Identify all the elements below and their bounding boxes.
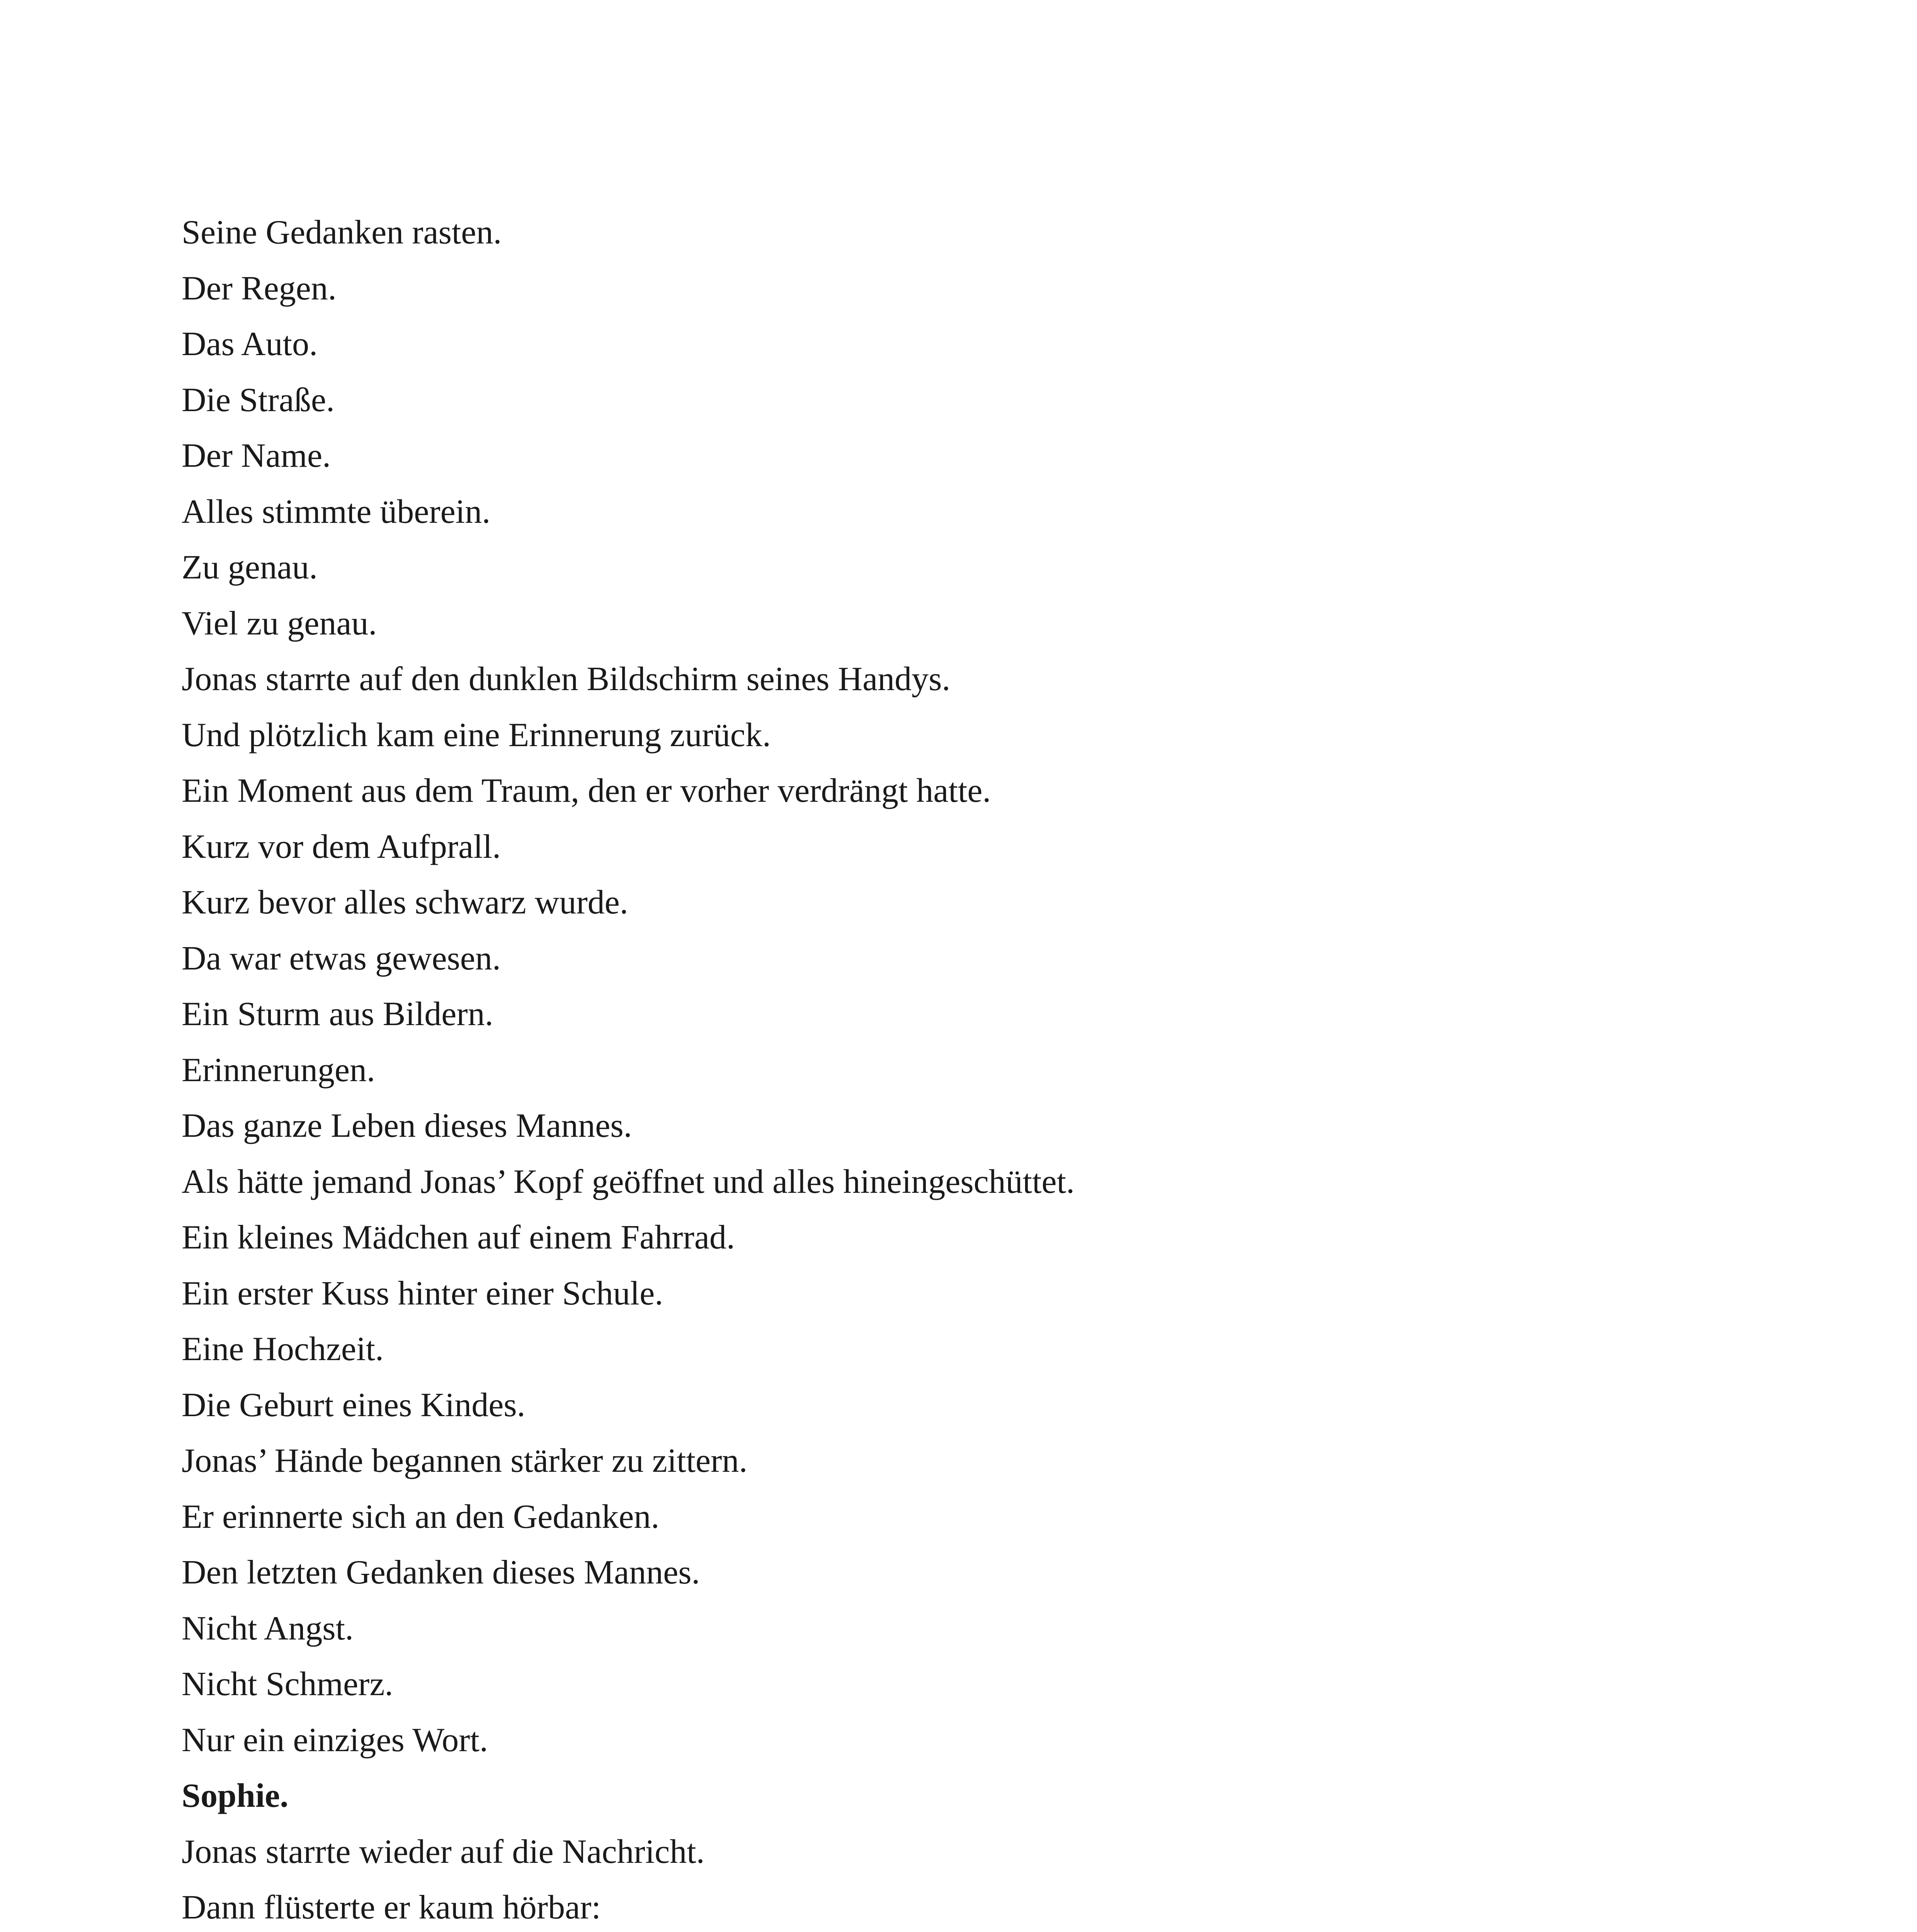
text-line: Der Name. [182,437,331,474]
text-line: Jonas’ Hände begannen stärker zu zittern. [182,1442,748,1480]
text-line: Alles stimmte überein. [182,493,491,531]
text-line: Die Geburt eines Kindes. [182,1386,526,1424]
text-line: Viel zu genau. [182,604,377,642]
text-line: Er erinnerte sich an den Gedanken. [182,1498,660,1536]
text-line: Nicht Angst. [182,1609,354,1647]
text-line: Zu genau. [182,549,318,586]
text-line: Ein kleines Mädchen auf einem Fahrrad. [182,1219,735,1256]
text-line: Das ganze Leben dieses Mannes. [182,1107,632,1145]
emphasized-name: Sophie. [182,1777,289,1815]
text-line: Dann flüsterte er kaum hörbar: [182,1889,601,1926]
text-line: Nur ein einziges Wort. [182,1721,488,1759]
text-line: Der Regen. [182,269,337,307]
text-line: Den letzten Gedanken dieses Mannes. [182,1554,700,1591]
text-line: Jonas starrte auf den dunklen Bildschirm seines Handys. [182,660,951,698]
text-line: Jonas starrte wieder auf die Nachricht. [182,1833,705,1871]
body-text [182,205,1758,1932]
text-line: Da war etwas gewesen. [182,939,501,977]
text-line: Das Auto. [182,325,318,363]
text-line: Ein Sturm aus Bildern. [182,995,493,1033]
text-line: Ein erster Kuss hinter einer Schule. [182,1274,663,1312]
text-line: Als hätte jemand Jonas’ Kopf geöffnet und alles hineingeschüttet. [182,1163,1075,1201]
text-line: Eine Hochzeit. [182,1330,384,1368]
text-line: Seine Gedanken rasten. [182,214,502,251]
text-line: Ein Moment aus dem Traum, den er vorher verdrängt hatte. [182,772,991,810]
text-line: Und plötzlich kam eine Erinnerung zurück. [182,716,771,754]
text-line: Nicht Schmerz. [182,1665,393,1703]
text-line: Kurz bevor alles schwarz wurde. [182,884,628,921]
text-line: Kurz vor dem Aufprall. [182,828,501,866]
text-line: Die Straße. [182,381,335,419]
text-line: Erinnerungen. [182,1051,375,1089]
